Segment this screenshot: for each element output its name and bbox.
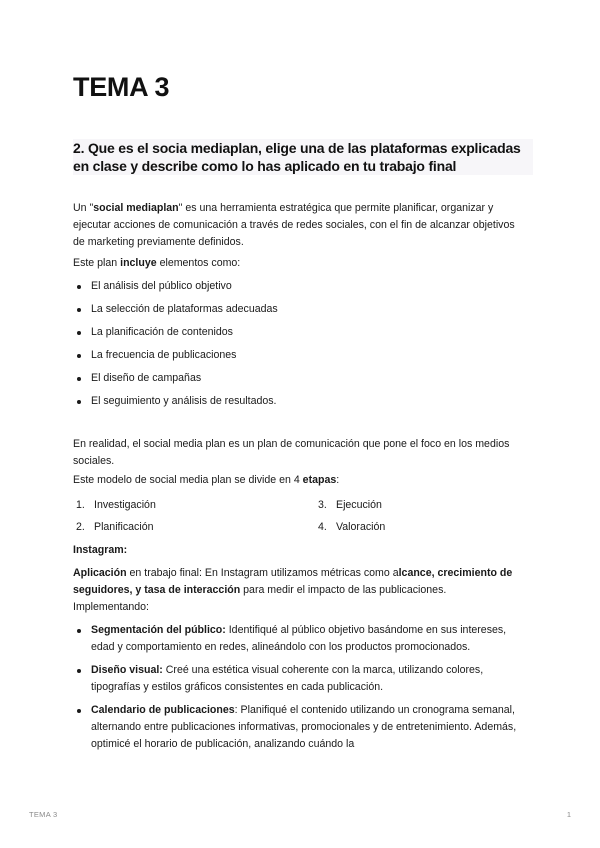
includes-bold: incluye: [120, 257, 157, 269]
stage-item: [73, 519, 315, 536]
reality-paragraph: En realidad, el social media plan es un plan de comunicación que pone el foco en los medios sociales.: [73, 438, 510, 467]
document-body: [73, 200, 525, 759]
intro-bold: social mediaplan: [93, 202, 179, 214]
stages-list: [73, 497, 525, 536]
stage-number: 1.: [76, 499, 85, 511]
stage-label: Planificación: [94, 521, 154, 533]
instagram-heading: Instagram:: [73, 544, 128, 556]
stage-label: Valoración: [336, 521, 386, 533]
stages-intro-bold: etapas: [302, 474, 337, 486]
stage-item: [73, 497, 315, 514]
stage-label: Investigación: [94, 499, 156, 511]
page-number: 1: [566, 810, 571, 819]
stages-intro-text: Este modelo de social media plan se divide en 4: [73, 474, 303, 486]
list-item: La planificación de contenidos: [73, 324, 525, 341]
application-paragraph: [73, 565, 525, 616]
application-bold: Aplicación: [73, 567, 127, 579]
list-item: [73, 622, 525, 656]
intro-text-rest: " es una herramienta estratégica que permite planificar, organizar y ejecutar acciones de comunicación a través de redes sociales, con el fin de alcanzar objetivos de marketing previamente definidos.: [73, 202, 515, 248]
item-text: Identifiqué al público objetivo basándome en sus intereses, edad y comportamiento en redes, alineándolo con los productos promocionados.: [91, 624, 507, 653]
stage-label: Ejecución: [336, 499, 382, 511]
list-item: La frecuencia de publicaciones: [73, 347, 525, 364]
stage-number: 4.: [318, 521, 327, 533]
question-block: [73, 139, 533, 175]
stage-number: 2.: [76, 521, 85, 533]
page-title: TEMA 3: [73, 72, 170, 102]
includes-text: Este plan: [73, 257, 121, 269]
item-bold: Calendario de publicaciones: [91, 704, 235, 716]
application-text: en trabajo final: En Instagram utilizamos métricas como a: [126, 567, 399, 579]
item-text: : Planifiqué el contenido utilizando un cronograma semanal, alternando entre publicaciones informativas, promocionales y de entretenimiento. Además, optimicé el horario de publicación, analizando cuándo la: [91, 704, 517, 750]
stage-item: [315, 497, 525, 514]
item-bold: Diseño visual:: [91, 664, 163, 676]
list-item: [73, 662, 525, 696]
footer-title: TEMA 3: [29, 810, 58, 819]
intro-paragraph: [73, 200, 525, 251]
intro-text: Un ": [73, 202, 94, 214]
list-item: [73, 702, 525, 753]
elements-list: [73, 278, 525, 410]
question-heading: 2. Que es el socia mediaplan, elige una de las plataformas explicadas en clase y describe como lo has aplicado en tu trabajo final: [73, 140, 521, 174]
stages-intro: [73, 472, 525, 489]
includes-text-rest: elementos como:: [156, 257, 241, 269]
stage-number: 3.: [318, 499, 327, 511]
application-text-rest: para medir el impacto de las publicaciones. Implementando:: [73, 584, 447, 613]
list-item: La selección de plataformas adecuadas: [73, 301, 525, 318]
includes-paragraph: [73, 255, 525, 272]
implementation-list: [73, 622, 525, 753]
list-item: El diseño de campañas: [73, 370, 525, 387]
list-item: El análisis del público objetivo: [73, 278, 525, 295]
list-item: El seguimiento y análisis de resultados.: [73, 393, 525, 410]
metrics-bold: lcance, crecimiento de seguidores, y tasa de interacción: [73, 567, 513, 596]
item-bold: Segmentación del público:: [91, 624, 226, 636]
item-text: Creé una estética visual coherente con la marca, utilizando colores, tipografías y estilos gráficos consistentes en cada publicación.: [91, 664, 484, 693]
stages-intro-colon: :: [336, 474, 340, 486]
stage-item: [315, 519, 525, 536]
